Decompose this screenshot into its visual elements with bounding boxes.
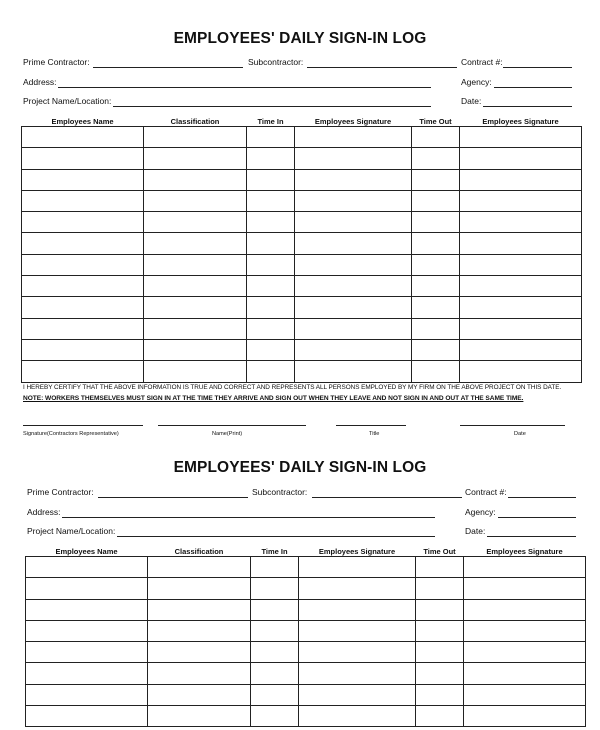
table-cell[interactable] bbox=[412, 297, 460, 318]
table-cell[interactable] bbox=[464, 578, 586, 599]
table-cell[interactable] bbox=[26, 620, 148, 641]
title-caption: Title bbox=[369, 431, 380, 437]
table-cell[interactable] bbox=[247, 212, 295, 233]
table-cell[interactable] bbox=[460, 276, 582, 297]
table-cell[interactable] bbox=[22, 127, 144, 148]
sign-in-table bbox=[25, 547, 586, 727]
table-cell[interactable] bbox=[416, 663, 464, 684]
table-cell[interactable] bbox=[247, 190, 295, 211]
table-cell[interactable] bbox=[144, 212, 247, 233]
table-cell[interactable] bbox=[412, 169, 460, 190]
table-cell[interactable] bbox=[22, 339, 144, 360]
table-cell[interactable] bbox=[251, 599, 299, 620]
column-header-signature-in: Employees Signature bbox=[318, 547, 396, 556]
table-cell[interactable] bbox=[412, 148, 460, 169]
table-cell[interactable] bbox=[144, 318, 247, 339]
table-cell[interactable] bbox=[295, 127, 412, 148]
subcontractor-label: Subcontractor: bbox=[248, 57, 304, 67]
table-cell[interactable] bbox=[22, 361, 144, 382]
table-cell[interactable] bbox=[251, 684, 299, 705]
column-header-time-out: Time Out bbox=[419, 117, 452, 126]
table-row bbox=[22, 212, 582, 233]
table-cell[interactable] bbox=[26, 599, 148, 620]
table-cell[interactable] bbox=[295, 233, 412, 254]
table-cell[interactable] bbox=[295, 339, 412, 360]
table-cell[interactable] bbox=[144, 148, 247, 169]
table-cell[interactable] bbox=[295, 318, 412, 339]
table-cell[interactable] bbox=[295, 361, 412, 382]
table-cell[interactable] bbox=[299, 642, 416, 663]
table-cell[interactable] bbox=[464, 706, 586, 727]
subcontractor-field[interactable] bbox=[307, 67, 457, 68]
table-cell[interactable] bbox=[412, 318, 460, 339]
table-cell[interactable] bbox=[416, 642, 464, 663]
contract-number-label: Contract #: bbox=[461, 57, 503, 67]
table-row bbox=[22, 190, 582, 211]
table-cell[interactable] bbox=[460, 169, 582, 190]
table-cell[interactable] bbox=[464, 684, 586, 705]
table-cell[interactable] bbox=[22, 148, 144, 169]
table-cell[interactable] bbox=[295, 190, 412, 211]
table-row bbox=[26, 599, 586, 620]
table-cell[interactable] bbox=[295, 212, 412, 233]
table-cell[interactable] bbox=[26, 578, 148, 599]
subcontractor-label: Subcontractor: bbox=[252, 487, 308, 497]
table-cell[interactable] bbox=[416, 599, 464, 620]
table-cell[interactable] bbox=[247, 318, 295, 339]
date-caption: Date bbox=[514, 431, 526, 437]
note-text: NOTE: WORKERS THEMSELVES MUST SIGN IN AT THE TIME THEY ARRIVE AND SIGN OUT WHEN THEY LEAVE AND NOT SIGN IN AND OUT AT THE SAME TIME. bbox=[23, 395, 524, 402]
table-cell[interactable] bbox=[251, 663, 299, 684]
table-cell[interactable] bbox=[22, 233, 144, 254]
table-cell[interactable] bbox=[460, 233, 582, 254]
table-row bbox=[26, 578, 586, 599]
table-cell[interactable] bbox=[295, 148, 412, 169]
table-cell[interactable] bbox=[247, 127, 295, 148]
table-cell[interactable] bbox=[247, 233, 295, 254]
column-header-employee-name: Employees Name bbox=[55, 547, 118, 556]
table-cell[interactable] bbox=[464, 599, 586, 620]
table-cell[interactable] bbox=[22, 212, 144, 233]
table-cell[interactable] bbox=[22, 254, 144, 275]
table-cell[interactable] bbox=[148, 557, 251, 578]
table-cell[interactable] bbox=[299, 578, 416, 599]
table-cell[interactable] bbox=[299, 684, 416, 705]
table-cell[interactable] bbox=[299, 663, 416, 684]
table-row bbox=[26, 557, 586, 578]
table-cell[interactable] bbox=[416, 706, 464, 727]
table-cell[interactable] bbox=[22, 169, 144, 190]
table-cell[interactable] bbox=[460, 127, 582, 148]
table-cell[interactable] bbox=[299, 706, 416, 727]
table-cell[interactable] bbox=[144, 361, 247, 382]
table-cell[interactable] bbox=[416, 684, 464, 705]
address-label: Address: bbox=[27, 507, 61, 517]
table-cell[interactable] bbox=[26, 663, 148, 684]
table-cell[interactable] bbox=[144, 339, 247, 360]
sign-in-table bbox=[21, 117, 582, 383]
table-cell[interactable] bbox=[26, 706, 148, 727]
table-cell[interactable] bbox=[144, 169, 247, 190]
table-cell[interactable] bbox=[460, 212, 582, 233]
table-row bbox=[22, 233, 582, 254]
name-print-line[interactable] bbox=[158, 425, 306, 426]
project-location-label: Project Name/Location: bbox=[27, 526, 116, 536]
table-cell[interactable] bbox=[299, 557, 416, 578]
table-cell[interactable] bbox=[144, 127, 247, 148]
table-cell[interactable] bbox=[299, 599, 416, 620]
table-cell[interactable] bbox=[148, 642, 251, 663]
date-field[interactable] bbox=[483, 106, 572, 107]
agency-label: Agency: bbox=[465, 507, 496, 517]
table-cell[interactable] bbox=[251, 557, 299, 578]
prime-contractor-field[interactable] bbox=[98, 497, 248, 498]
table-cell[interactable] bbox=[416, 578, 464, 599]
table-cell[interactable] bbox=[247, 276, 295, 297]
table-cell[interactable] bbox=[416, 557, 464, 578]
table-cell[interactable] bbox=[412, 127, 460, 148]
table-cell[interactable] bbox=[464, 620, 586, 641]
date-label: Date: bbox=[461, 96, 482, 106]
table-cell[interactable] bbox=[295, 276, 412, 297]
project-location-label: Project Name/Location: bbox=[23, 96, 112, 106]
table-cell[interactable] bbox=[22, 276, 144, 297]
date-label: Date: bbox=[465, 526, 486, 536]
table-cell[interactable] bbox=[22, 190, 144, 211]
table-row bbox=[22, 297, 582, 318]
table-cell[interactable] bbox=[144, 233, 247, 254]
table-cell[interactable] bbox=[412, 339, 460, 360]
page-title: EMPLOYEES' DAILY SIGN-IN LOG bbox=[173, 459, 427, 476]
table-cell[interactable] bbox=[247, 339, 295, 360]
table-cell[interactable] bbox=[148, 620, 251, 641]
contract-number-field[interactable] bbox=[508, 497, 576, 498]
table-cell[interactable] bbox=[144, 190, 247, 211]
table-cell[interactable] bbox=[295, 169, 412, 190]
sign-date-line[interactable] bbox=[460, 425, 565, 426]
table-cell[interactable] bbox=[464, 663, 586, 684]
table-cell[interactable] bbox=[251, 642, 299, 663]
table-cell[interactable] bbox=[464, 557, 586, 578]
title-line[interactable] bbox=[336, 425, 406, 426]
project-location-field[interactable] bbox=[117, 536, 435, 537]
table-cell[interactable] bbox=[26, 684, 148, 705]
signature-caption: Signature(Contractors Representative) bbox=[23, 431, 119, 437]
table-cell[interactable] bbox=[460, 339, 582, 360]
table-cell[interactable] bbox=[295, 254, 412, 275]
table-cell[interactable] bbox=[247, 254, 295, 275]
prime-contractor-label: Prime Contractor: bbox=[27, 487, 94, 497]
table-cell[interactable] bbox=[251, 706, 299, 727]
table-cell[interactable] bbox=[412, 276, 460, 297]
table-row bbox=[26, 620, 586, 641]
table-row bbox=[26, 642, 586, 663]
address-field[interactable] bbox=[62, 517, 435, 518]
table-cell[interactable] bbox=[144, 254, 247, 275]
column-header-signature-in: Employees Signature bbox=[314, 117, 392, 126]
table-cell[interactable] bbox=[299, 620, 416, 641]
table-cell[interactable] bbox=[22, 318, 144, 339]
table-cell[interactable] bbox=[144, 297, 247, 318]
table-cell[interactable] bbox=[26, 642, 148, 663]
table-cell[interactable] bbox=[460, 318, 582, 339]
table-row bbox=[22, 127, 582, 148]
table-cell[interactable] bbox=[247, 297, 295, 318]
table-cell[interactable] bbox=[464, 642, 586, 663]
address-field[interactable] bbox=[58, 87, 431, 88]
table-row bbox=[22, 254, 582, 275]
column-header-time-out: Time Out bbox=[423, 547, 456, 556]
table-cell[interactable] bbox=[412, 190, 460, 211]
table-cell[interactable] bbox=[247, 169, 295, 190]
column-header-signature-out: Employees Signature bbox=[486, 547, 563, 556]
certification-text: I HEREBY CERTIFY THAT THE ABOVE INFORMATION IS TRUE AND CORRECT AND REPRESENTS ALL PERSONS EMPLOYED BY MY FIRM ON THE ABOVE PROJECT ON THIS DATE. bbox=[23, 384, 562, 391]
page-title: EMPLOYEES' DAILY SIGN-IN LOG bbox=[173, 30, 427, 47]
table-cell[interactable] bbox=[412, 212, 460, 233]
column-header-signature-out: Employees Signature bbox=[482, 117, 559, 126]
table-row bbox=[26, 663, 586, 684]
table-row bbox=[22, 339, 582, 360]
table-row bbox=[22, 318, 582, 339]
table-cell[interactable] bbox=[144, 276, 247, 297]
table-cell[interactable] bbox=[26, 557, 148, 578]
project-location-field[interactable] bbox=[113, 106, 431, 107]
table-cell[interactable] bbox=[148, 578, 251, 599]
name-print-caption: Name(Print) bbox=[212, 431, 243, 437]
table-cell[interactable] bbox=[295, 297, 412, 318]
table-cell[interactable] bbox=[148, 706, 251, 727]
table-cell[interactable] bbox=[148, 599, 251, 620]
table-cell[interactable] bbox=[460, 148, 582, 169]
table-cell[interactable] bbox=[412, 361, 460, 382]
table-row bbox=[22, 276, 582, 297]
table-cell[interactable] bbox=[251, 578, 299, 599]
table-cell[interactable] bbox=[416, 620, 464, 641]
table-cell[interactable] bbox=[22, 297, 144, 318]
agency-field[interactable] bbox=[498, 517, 576, 518]
table-row bbox=[22, 361, 582, 382]
column-header-employee-name: Employees Name bbox=[51, 117, 114, 126]
table-cell[interactable] bbox=[148, 684, 251, 705]
contract-number-label: Contract #: bbox=[465, 487, 507, 497]
column-header-time-in: Time In bbox=[257, 117, 284, 126]
table-cell[interactable] bbox=[148, 663, 251, 684]
signature-line[interactable] bbox=[23, 425, 143, 426]
table-cell[interactable] bbox=[460, 190, 582, 211]
table-row bbox=[26, 706, 586, 727]
subcontractor-field[interactable] bbox=[312, 497, 462, 498]
table-cell[interactable] bbox=[247, 361, 295, 382]
table-row bbox=[26, 684, 586, 705]
prime-contractor-label: Prime Contractor: bbox=[23, 57, 90, 67]
contract-number-field[interactable] bbox=[503, 67, 572, 68]
column-header-classification: Classification bbox=[174, 547, 224, 556]
table-cell[interactable] bbox=[460, 361, 582, 382]
table-row bbox=[22, 148, 582, 169]
column-header-classification: Classification bbox=[170, 117, 220, 126]
prime-contractor-field[interactable] bbox=[93, 67, 243, 68]
table-cell[interactable] bbox=[251, 620, 299, 641]
address-label: Address: bbox=[23, 77, 57, 87]
agency-label: Agency: bbox=[461, 77, 492, 87]
table-cell[interactable] bbox=[460, 297, 582, 318]
table-cell[interactable] bbox=[412, 254, 460, 275]
table-row bbox=[22, 169, 582, 190]
table-cell[interactable] bbox=[247, 148, 295, 169]
date-field[interactable] bbox=[487, 536, 576, 537]
agency-field[interactable] bbox=[494, 87, 572, 88]
column-header-time-in: Time In bbox=[261, 547, 288, 556]
table-cell[interactable] bbox=[412, 233, 460, 254]
table-cell[interactable] bbox=[460, 254, 582, 275]
